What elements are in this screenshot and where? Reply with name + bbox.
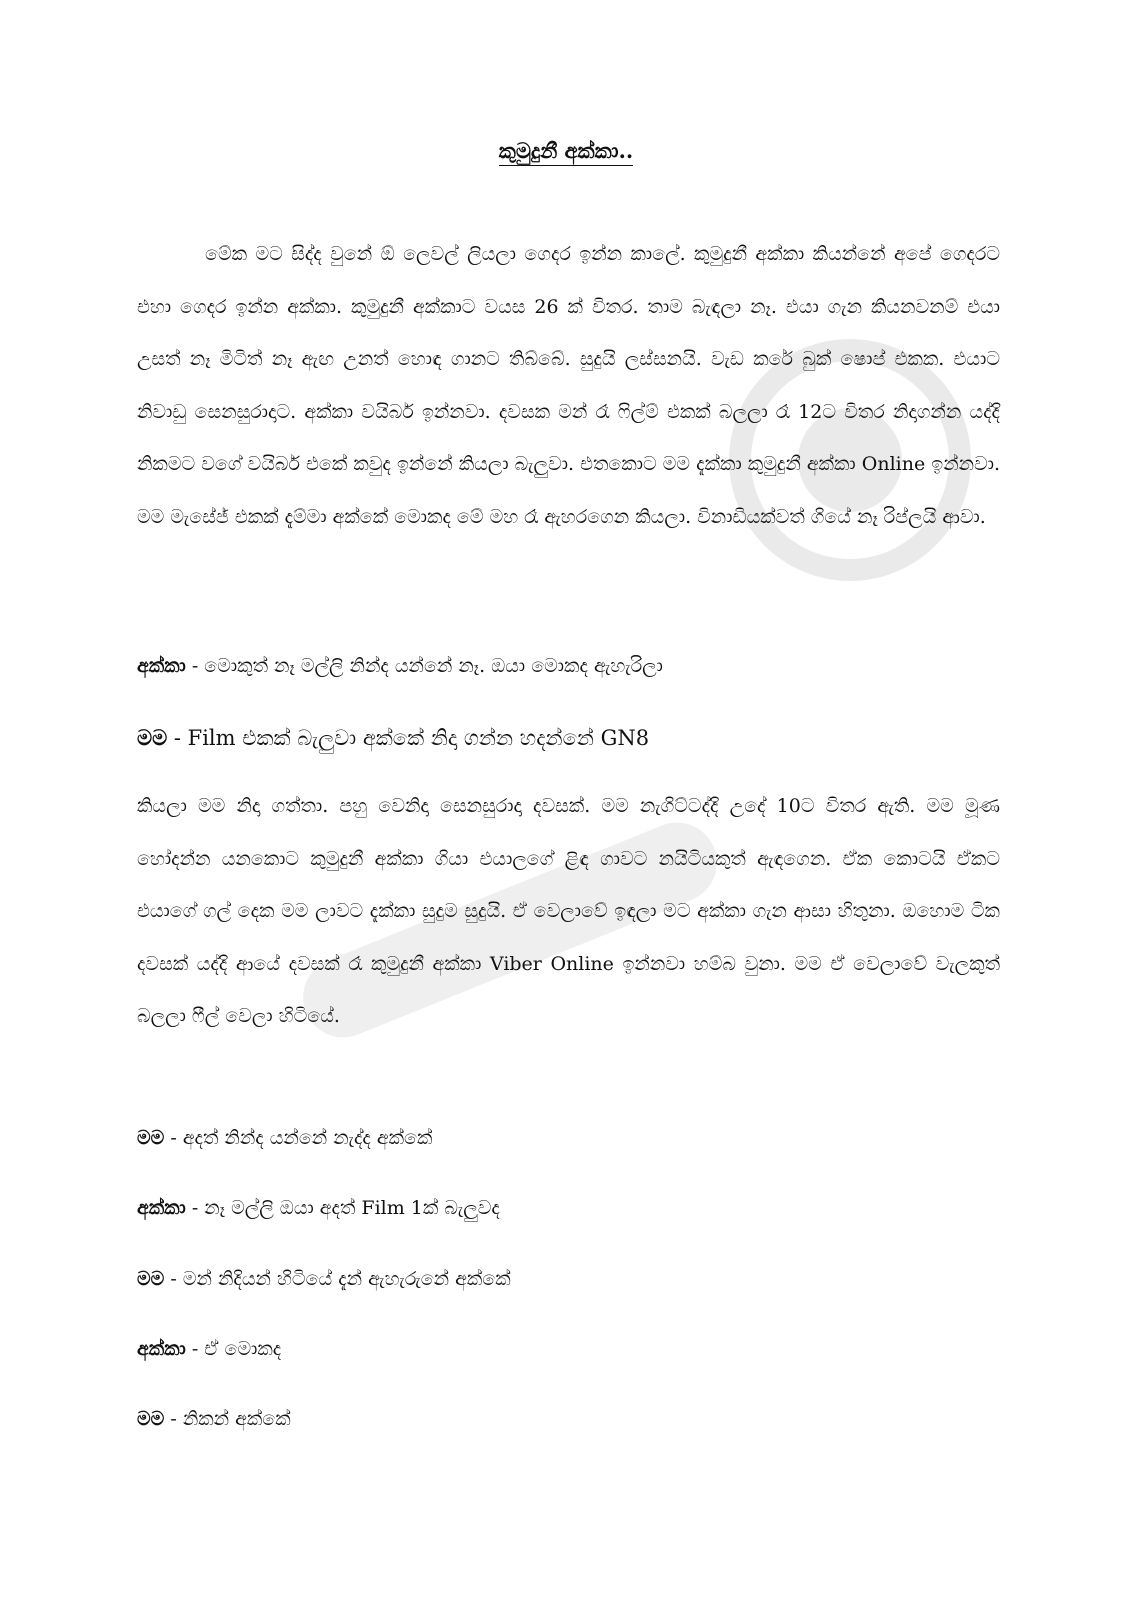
dialogue-text: - නෑ මල්ලි ඔයා අදත් Film 1ක් බැලුවද (185, 1197, 500, 1219)
dialogue-speaker: අක්කා (137, 655, 186, 677)
dialogue-text: - අදත් නින්ද යන්නේ නැද්ද අක්කේ (164, 1127, 433, 1149)
dialogue-line (137, 725, 1000, 751)
dialogue-line (137, 1197, 1000, 1219)
dialogue-text: - නිකන් අක්කේ (164, 1408, 291, 1430)
dialogue-line (137, 1268, 1000, 1290)
dialogue-text: - මොකුත් නෑ මල්ලි නින්ද යන්නේ නෑ. ඔයා මොකද ඇහැරිලා (185, 655, 663, 677)
dialogue-line (137, 1127, 1000, 1149)
dialogue-speaker: මම (137, 1408, 165, 1430)
dialogue-speaker: අක්කා (137, 1197, 186, 1219)
paragraph-intro: මේක මට සිද්ද වුනේ ඕ ලෙවල් ලියලා ගෙදර ඉන්න කාලේ. කුමුදුනී අක්කා කියන්නේ අපේ ගෙදරට එහා ගෙදර ඉන්න අක්කා. කුමුදුනී අක්කාට වයස 26 ක් විතර. තාම බැඳලා නෑ. එයා ගැන කියනවනම් එයා උසත් නෑ මිටිත් නෑ ඇඟ උනත් හොඳ ගානට තිබ්බේ. සුදුයි ලස්සනයි. වැඩ කරේ බුක් ෂොප් එකක. එයාට නිවාඩු සෙනසුරාදාට. අක්කා වයිබර් ඉන්නවා. දවසක මන් රෑ ෆිල්ම් එකක් බලලා රෑ 12ට විතර නිදාගන්න යද්දි නිකමට වගේ වයිබර් එකේ කවුද ඉන්නේ කියලා බැලුවා. එතකොට මම දැක්කා කුමුදුනී අක්කා Online ඉන්නවා. මම මැසේජ් එකක් දැම්මා අක්කේ මොකද මේ මහ රෑ ඇහරගෙන කියලා. විනාඩියක්වත් ගියේ නෑ රිප්ලයි ආවා. (137, 243, 1000, 528)
dialogue-text: - Film එකක් බැලුවා අක්කේ නිදා ගන්න හදන්නේ GN8 (167, 726, 650, 750)
dialogue-line (137, 1408, 1000, 1430)
document-title (0, 138, 1132, 164)
dialogue-text: - මන් නිදියන් හිටියේ දැන් ඇහැරුනේ අක්කේ (164, 1268, 511, 1290)
dialogue-line (137, 1338, 1000, 1360)
paragraph-continuation: කියලා මම නිදා ගත්තා. පහු වෙනිදා සෙනසුරාදා දවසක්. මම නැගිට්ටද්දි උදේ 10ට විතර ඇති. මම මූණ හෝදන්න යනකොට කුමුදුනී අක්කා ගියා එයාලගේ ළිඳ ගාවට නයිටියකුත් ඇඳගෙන. ඒක කොටයි ඒකට එයාගේ ගල් දෙක මම ලාවට දැක්කා සුදුම සුදුයි. ඒ වෙලාවේ ඉඳලා මට අක්කා ගැන ආසා හිතුනා. ඔහොම ටික දවසක් යද්දි ආයේ දවසක් රෑ කුමුදුනී අක්කා Viber Online ඉන්නවා හම්බ වුනා. මම ඒ වෙලාවේ වැලකුත් බලලා ෆීල් වෙලා හිටියේ. (137, 795, 1000, 1027)
dialogue-speaker: මම (137, 1127, 165, 1149)
dialogue-speaker: මම (137, 1268, 165, 1290)
dialogue-speaker: අක්කා (137, 1338, 186, 1360)
dialogue-text: - ඒ මොකද (185, 1338, 282, 1360)
document-title-text: කුමුදුනී අක්කා.. (499, 138, 633, 166)
dialogue-line (137, 655, 1000, 677)
dialogue-speaker: මම (137, 725, 168, 750)
